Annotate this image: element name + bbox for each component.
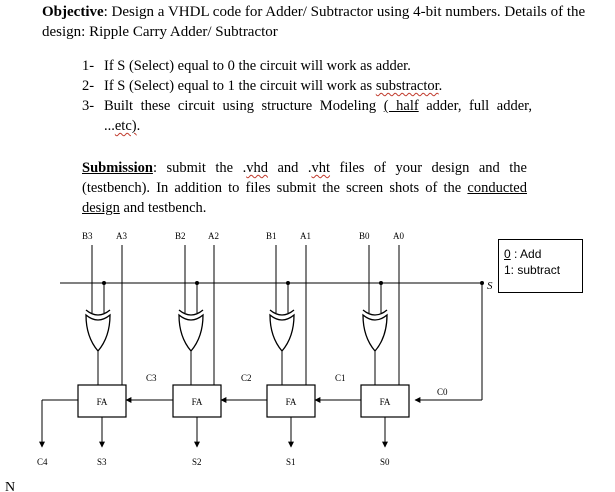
input-label-a: A0 — [393, 231, 404, 241]
requirement-text: . — [136, 118, 141, 134]
spelling-mark: vht — [311, 160, 331, 176]
underlined-text: ( half — [383, 98, 419, 114]
legend-line-subtract: 1: subtract — [504, 263, 561, 277]
select-junction — [286, 281, 290, 285]
input-label-b: B3 — [82, 231, 93, 241]
adder-stage-0 — [359, 231, 409, 467]
requirement-number: 2- — [82, 78, 95, 94]
carry-label: C2 — [241, 373, 252, 383]
requirement-text: If S (Select) equal to 0 the circuit will work as adder. — [104, 58, 411, 74]
requirement-number: 1- — [82, 58, 95, 74]
spelling-mark: etc) — [114, 118, 137, 134]
full-adder-label: FA — [191, 397, 203, 407]
adder-stage-2 — [173, 231, 267, 467]
requirement-1 — [82, 56, 532, 76]
requirement-text: . — [438, 78, 443, 94]
legend-zero: 0 — [504, 247, 511, 261]
ripple-carry-adder-subtractor-diagram — [0, 225, 615, 492]
input-label-b: B0 — [359, 231, 370, 241]
full-adder-label: FA — [96, 397, 108, 407]
full-adder-label: FA — [379, 397, 391, 407]
requirement-number: 3- — [82, 98, 95, 114]
xor-gate — [270, 310, 294, 351]
select-junction — [379, 281, 383, 285]
input-label-b: B1 — [266, 231, 277, 241]
submission-paragraph — [82, 158, 527, 218]
xor-gate — [86, 310, 110, 351]
carry-label-c0: C0 — [437, 387, 448, 397]
requirement-text: Built these circuit using structure Modeling — [104, 98, 384, 114]
input-label-a: A2 — [208, 231, 219, 241]
carry-in — [415, 283, 482, 400]
sum-label: S3 — [97, 457, 107, 467]
xor-gate — [179, 310, 203, 351]
carry-out — [37, 400, 78, 467]
underlined-text: conducted design — [82, 180, 527, 216]
adder-stage-3 — [78, 231, 173, 467]
input-label-b: B2 — [175, 231, 186, 241]
select-junction — [102, 281, 106, 285]
carry-out-label: C4 — [37, 457, 48, 467]
adder-stage-1 — [266, 231, 361, 467]
full-adder-label: FA — [285, 397, 297, 407]
xor-gate — [363, 310, 387, 351]
sum-label: S1 — [286, 457, 296, 467]
submission-text: and testbench. — [119, 200, 207, 216]
input-label-a: A3 — [116, 231, 127, 241]
objective-paragraph — [42, 2, 587, 42]
requirement-3 — [82, 96, 532, 136]
submission-text: : submit the . — [152, 160, 247, 176]
spelling-mark: substractor — [375, 78, 439, 94]
sum-label: S2 — [192, 457, 202, 467]
adder-stages — [78, 231, 409, 467]
input-label-a: A1 — [300, 231, 311, 241]
submission-label: Submission — [82, 160, 153, 176]
carry-label: C1 — [335, 373, 346, 383]
objective-label: Objective — [42, 4, 104, 20]
select-junction — [195, 281, 199, 285]
legend-add-text: : Add — [510, 247, 542, 261]
requirements-list — [82, 56, 532, 136]
select-label: S — [487, 280, 493, 292]
footer-partial-text: N — [5, 480, 16, 492]
submission-text: and . — [267, 160, 312, 176]
submission-text: files of your design and the (testbench). In addition to files submit the screen shots of the — [82, 160, 527, 196]
spelling-mark: vhd — [246, 160, 268, 176]
requirement-text: adder, full adder, ... — [104, 98, 532, 134]
sum-label: S0 — [380, 457, 390, 467]
carry-label: C3 — [146, 373, 157, 383]
objective-text: : Design a VHDL code for Adder/ Subtractor using 4-bit numbers. Details of the design: Ripple Carry Adder/ Subtractor — [42, 4, 586, 40]
requirement-text: If S (Select) equal to 1 the circuit will work as — [104, 78, 376, 94]
requirement-2 — [82, 76, 532, 96]
